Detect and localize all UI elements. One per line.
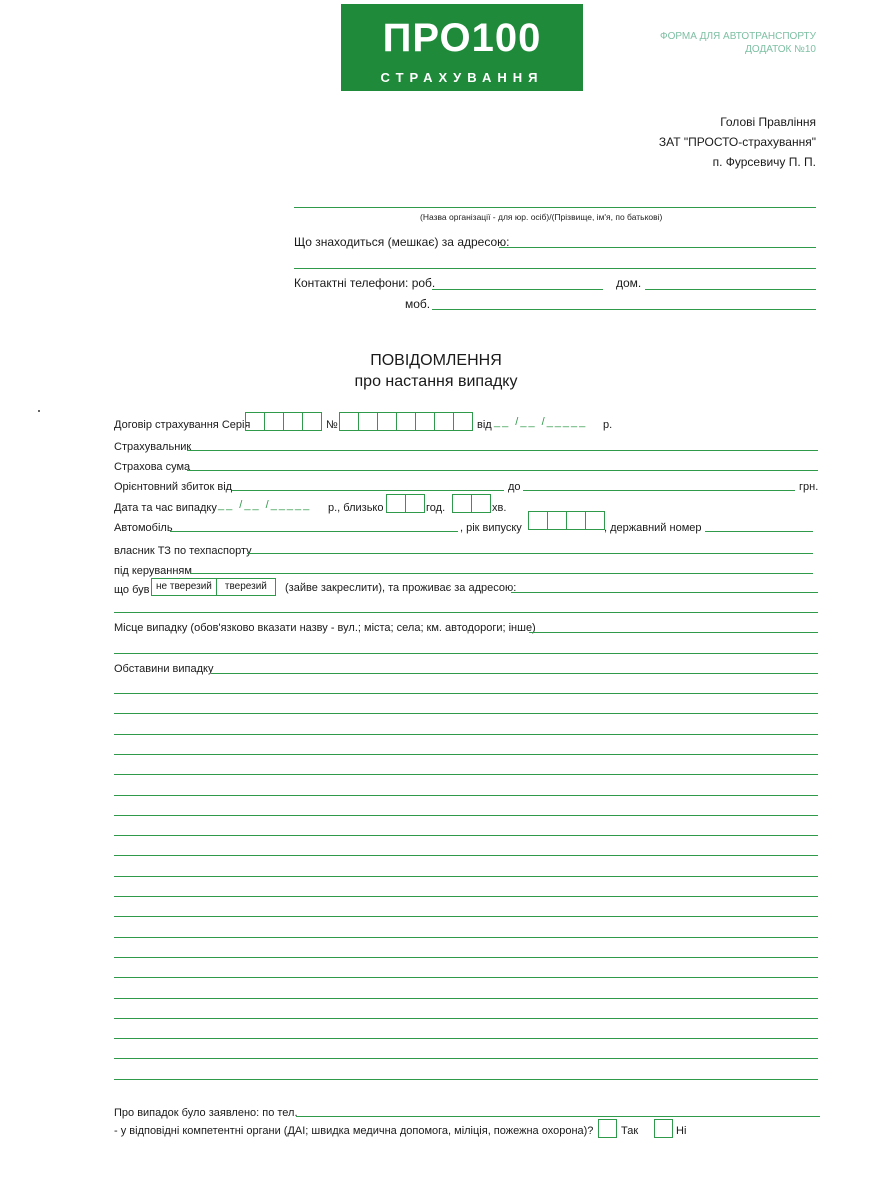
circumstances-line[interactable] <box>114 916 818 917</box>
hours-boxes[interactable] <box>386 494 425 511</box>
circumstances-line[interactable] <box>114 896 818 897</box>
contract-date-suffix: р. <box>603 419 613 431</box>
work-phone-line[interactable] <box>432 289 603 290</box>
circumstances-line[interactable] <box>114 795 818 796</box>
insurer-label: Страхувальник <box>114 441 192 453</box>
circumstances-line[interactable] <box>114 937 818 938</box>
addressee-line1: Голові Правління <box>720 115 816 129</box>
circumstances-line[interactable] <box>114 815 818 816</box>
minutes-label: хв. <box>492 502 507 514</box>
place-line-2[interactable] <box>114 653 818 654</box>
circumstances-line[interactable] <box>114 1018 818 1019</box>
place-line-1[interactable] <box>529 632 818 633</box>
owner-line[interactable] <box>247 553 813 554</box>
reported-phone-line[interactable] <box>296 1116 820 1117</box>
from-label: від <box>477 419 492 431</box>
driver-address-line-1[interactable] <box>511 592 818 593</box>
yes-label: Так <box>621 1125 639 1137</box>
sum-label: Страхова сума <box>114 461 191 473</box>
insurer-line[interactable] <box>187 450 818 451</box>
approx-label: р., близько <box>328 502 384 514</box>
circumstances-line[interactable] <box>114 693 818 694</box>
logo-subtitle: СТРАХУВАННЯ <box>380 70 544 85</box>
form-label <box>660 30 816 56</box>
sender-name-line[interactable] <box>294 207 816 208</box>
damage-from-line[interactable] <box>232 490 504 491</box>
mobile-phone-line[interactable] <box>432 309 816 310</box>
authorities-label: - у відповідні компетентні органи (ДАІ; швидка медична допомога, міліція, пожежна охорона)? <box>114 1125 594 1137</box>
circumstances-line[interactable] <box>114 957 818 958</box>
number-label: № <box>326 419 338 431</box>
no-checkbox[interactable] <box>654 1119 673 1138</box>
no-label: Ні <box>676 1125 687 1137</box>
damage-from-label: Орієнтовний збиток від <box>114 481 233 493</box>
contract-label: Договір страхування Серія <box>114 419 251 431</box>
form-label-line2: ДОДАТОК №10 <box>745 44 816 55</box>
home-phone-line[interactable] <box>645 289 816 290</box>
circumstances-line[interactable] <box>114 754 818 755</box>
address-line-1[interactable] <box>499 247 816 248</box>
contract-number-boxes[interactable] <box>339 412 473 429</box>
car-line[interactable] <box>170 531 458 532</box>
contract-series-boxes[interactable] <box>245 412 322 429</box>
not-sober-option[interactable]: не тверезий <box>156 581 212 592</box>
driver-line[interactable] <box>190 573 813 574</box>
sender-name-hint: (Назва організації - для юр. осіб)/(Прізвище, ім'я, по батькові) <box>420 212 663 222</box>
addressee-line2: ЗАТ "ПРОСТО-страхування" <box>658 135 816 149</box>
minutes-boxes[interactable] <box>452 494 491 511</box>
circumstances-line[interactable] <box>114 835 818 836</box>
plate-label: , державний номер <box>604 522 702 534</box>
circumstances-line[interactable] <box>114 734 818 735</box>
incident-date-field[interactable]: __ /__ /_____ <box>218 499 312 511</box>
damage-to-line[interactable] <box>523 490 795 491</box>
reported-label: Про випадок було заявлено: по тел. <box>114 1107 298 1119</box>
yes-checkbox[interactable] <box>598 1119 617 1138</box>
damage-to-label: до <box>508 481 521 493</box>
addressee-block <box>659 112 816 172</box>
circumstances-line[interactable] <box>114 876 818 877</box>
mobile-label: моб. <box>405 297 431 311</box>
owner-label: власник ТЗ по техпаспорту <box>114 545 252 557</box>
document-title: ПОВІДОМЛЕННЯ <box>370 352 502 369</box>
circumstances-line-first[interactable] <box>211 673 818 674</box>
currency-label: грн. <box>799 481 819 493</box>
place-label: Місце випадку (обов'язково вказати назву - вул.; міста; села; км. автодороги; інше) <box>114 622 536 634</box>
scan-speck <box>38 410 40 412</box>
strike-note: (зайве закреслити), та проживає за адресою: <box>285 582 517 594</box>
circumstances-line[interactable] <box>114 1079 818 1080</box>
driver-label: під керуванням <box>114 565 192 577</box>
was-label: що був <box>114 584 150 596</box>
circumstances-line[interactable] <box>114 977 818 978</box>
circumstances-line[interactable] <box>114 1038 818 1039</box>
driver-address-line-2[interactable] <box>114 612 818 613</box>
plate-line[interactable] <box>705 531 813 532</box>
circumstances-line[interactable] <box>114 713 818 714</box>
circumstances-line[interactable] <box>114 855 818 856</box>
circumstances-label: Обставини випадку <box>114 663 214 675</box>
logo-text: ПРО100 <box>382 16 542 60</box>
company-logo <box>341 4 583 91</box>
phones-label: Контактні телефони: роб. <box>294 276 436 290</box>
address-line-2[interactable] <box>294 268 816 269</box>
datetime-label: Дата та час випадку <box>114 502 217 514</box>
circumstances-line[interactable] <box>114 774 818 775</box>
home-phone-label: дом. <box>616 276 642 290</box>
hours-label: год. <box>426 502 446 514</box>
document-subtitle: про настання випадку <box>354 373 518 390</box>
year-boxes[interactable] <box>528 511 605 528</box>
sobriety-choice[interactable] <box>151 578 276 596</box>
addressee-line3: п. Фурсевичу П. П. <box>712 155 816 169</box>
sum-line[interactable] <box>187 470 818 471</box>
year-label: , рік випуску <box>460 522 522 534</box>
address-label: Що знаходиться (мешкає) за адресою: <box>294 235 510 249</box>
sober-option[interactable]: тверезий <box>216 579 275 595</box>
circumstances-line[interactable] <box>114 998 818 999</box>
car-label: Автомобіль <box>114 522 173 534</box>
form-label-line1: ФОРМА ДЛЯ АВТОТРАНСПОРТУ <box>659 31 816 42</box>
contract-date-field[interactable]: __ /__ /_____ <box>494 416 588 428</box>
circumstances-line[interactable] <box>114 1058 818 1059</box>
